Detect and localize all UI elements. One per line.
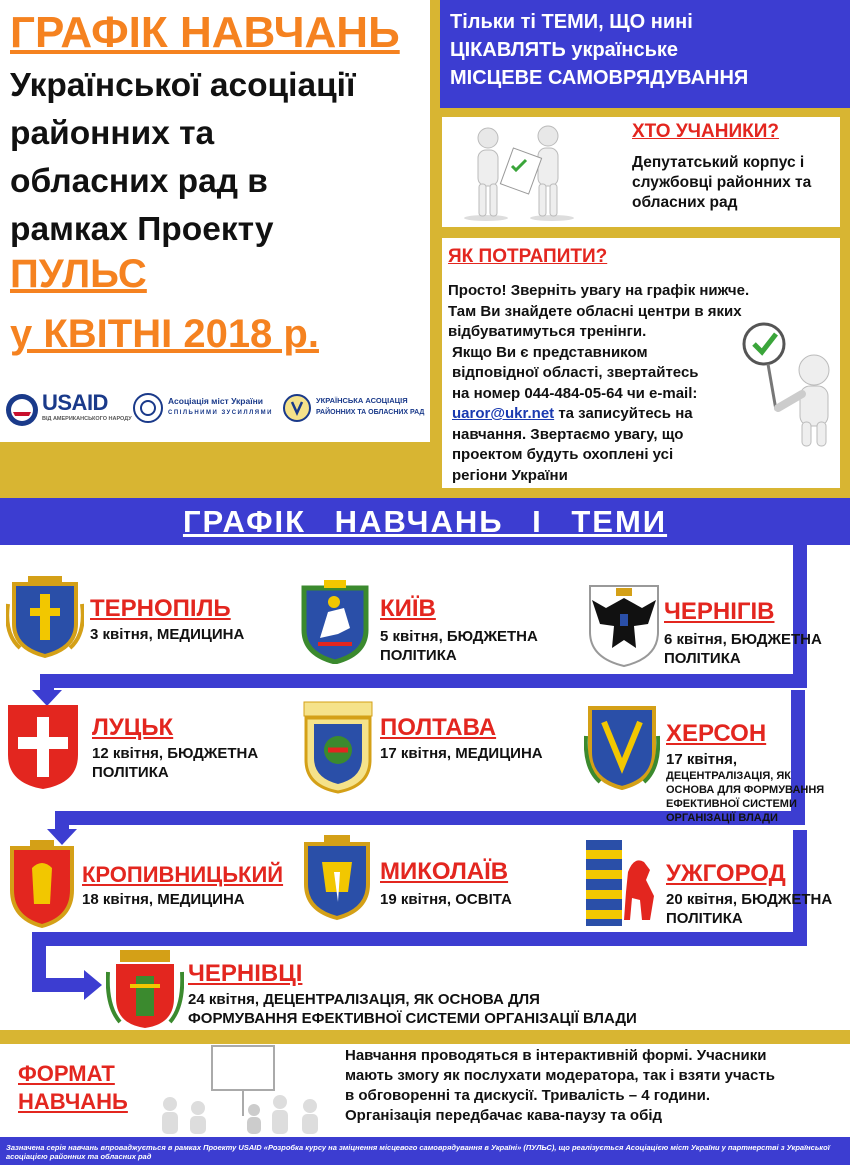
people-figures-icon [456,122,584,222]
city-info-chernivtsi [188,990,637,1028]
how-text-line: навчання. Звертаємо увагу, що [452,425,684,443]
city-info-chernihiv [664,630,822,668]
usaid-wordmark: USAID [42,390,108,415]
subtitle-line: обласних рад в [10,163,268,200]
city-info-line: ПОЛІТИКА [666,910,743,927]
format-heading [18,1060,128,1116]
city-info-line: 18 квітня, МЕДИЦИНА [82,891,245,908]
subtitle-line: районних та [10,115,215,152]
city-name-kherson: ХЕРСОН [666,720,767,747]
city-info-line: ПОЛІТИКА [380,647,457,664]
how-heading: ЯК ПОТРАПИТИ? [448,246,608,267]
uzhhorod-crest-icon [584,836,662,928]
format-heading-line: ФОРМАТ [18,1061,115,1086]
format-text-line: Організація передбачає кава-паузу та обід [345,1107,663,1124]
uaror-logo [282,392,428,428]
format-text-line: Навчання проводяться в інтерактивній формі. Учасники [345,1047,767,1064]
city-name-kyiv: КИЇВ [380,595,436,622]
title-line: ГРАФІК НАВЧАНЬ [10,8,400,57]
uaror-emblem-icon [282,393,312,423]
schedule-title: ГРАФІК НАВЧАНЬ І ТЕМИ [182,504,668,539]
city-info-ternopil [90,625,244,644]
amu-tagline: СПІЛЬНИМИ ЗУСИЛЛЯМИ [168,410,273,416]
city-info-line: 17 квітня, [666,751,738,768]
city-info-line: ОСНОВА ДЛЯ ФОРМУВАННЯ [666,784,825,796]
arrow-right-icon [84,970,102,1000]
city-name-ternopil: ТЕРНОПІЛЬ [90,595,231,622]
how-text-line: Там Ви знайдете обласні центри в яких [448,302,742,320]
city-info-line: 24 квітня, ДЕЦЕНТРАЛІЗАЦІЯ, ЯК ОСНОВА ДЛЯ [188,991,540,1008]
chernihiv-crest-icon [584,578,664,668]
city-info-uzhhorod [666,890,832,928]
who-heading: ХТО УЧАНИКИ? [632,121,779,142]
city-name-chernivtsi: ЧЕРНІВЦІ [188,960,303,987]
format-text-line: мають змогу як послухати модератора, так і взяти участь [345,1067,775,1084]
amu-emblem-icon [132,392,164,424]
city-info-line: 19 квітня, ОСВІТА [380,891,512,908]
how-text-line: та записуйтесь на [558,405,693,422]
kyiv-crest-icon [298,578,372,664]
how-text-line: регіони України [452,466,568,484]
city-name-uzhhorod: УЖГОРОД [666,860,786,887]
city-info-kherson [666,750,824,825]
kropyvnytskyi-crest-icon [6,838,78,928]
city-info-line: ЕФЕКТИВНОЇ СИСТЕМИ [666,798,797,810]
city-info-line: 3 квітня, МЕДИЦИНА [90,626,245,643]
how-text-line: Просто! Зверніть увагу на графік нижче. [448,282,750,299]
format-divider [0,1030,850,1044]
uaror-title: УКРАЇНСЬКА АСОЦІАЦІЯ [316,396,408,405]
city-info-line: 20 квітня, БЮДЖЕТНА [666,891,833,908]
poltava-crest-icon [302,700,374,794]
email-link[interactable]: uaror@ukr.net [452,405,555,422]
city-info-lutsk [92,744,258,782]
city-info-line: 5 квітня, БЮДЖЕТНА [380,628,538,645]
uaror-tagline: РАЙОННИХ ТА ОБЛАСНИХ РАД [316,409,425,416]
how-text-line: проектом будуть охоплені усі [452,446,674,463]
city-name-kropyvnytskyi: КРОПИВНИЦЬКИЙ [82,862,284,887]
usaid-logo [4,390,132,430]
path-to-chernivtsi [32,978,88,992]
chernivtsi-crest-icon [106,946,184,1030]
usaid-seal-icon [4,392,40,428]
lutsk-crest-icon [6,703,80,791]
kherson-crest-icon [584,702,660,792]
format-text-line: в обговоренні та дискусії. Тривалість – 4 години. [345,1087,710,1104]
who-text-line: обласних рад [632,194,738,211]
header-title [10,8,400,58]
city-name-lutsk: ЛУЦЬК [92,714,174,741]
city-info-mykolaiv [380,890,512,909]
city-info-line: ПОЛІТИКА [664,650,741,667]
presentation-group-icon [150,1044,340,1136]
path-row-3 [32,932,807,946]
subtitle-line: рамках Проекту [10,211,274,248]
city-info-kropyvnytskyi [82,890,245,909]
footer-note: Зазначена серія навчань впроваджується в рамках Проекту USAID «Розробка курсу на зміцнення місцевого самоврядування в Україні» (ПУЛЬС), що реалізується Асоціацією міст України у партнерстві з Української асоціацією районних та обласних рад [0,1137,850,1165]
path-row-1 [40,674,807,688]
city-name-poltava: ПОЛТАВА [380,714,497,741]
banner-line: ЦІКАВЛЯТЬ українське [450,39,679,61]
date-line: у КВІТНІ 2018 р. [10,312,319,356]
who-text [632,153,811,213]
how-text-line: Якщо Ви є представником [452,343,648,361]
topics-banner [440,0,850,108]
city-name-mykolaiv: МИКОЛАЇВ [380,858,509,885]
city-info-line: ФОРМУВАННЯ ЕФЕКТИВНОЇ СИСТЕМИ ОРГАНІЗАЦІЇ ВЛАДИ [188,1010,637,1027]
who-text-line: службовці районних та [632,174,812,191]
city-info-poltava [380,744,543,763]
header-subtitle [10,62,355,254]
ternopil-crest-icon [6,574,84,658]
checkmark-person-icon [742,318,842,448]
usaid-tagline: ВІД АМЕРИКАНСЬКОГО НАРОДУ [42,416,132,422]
how-text-line: відповідної області, звертайтесь [452,364,699,381]
how-text-line: на номер 044-484-05-64 чи e-mail: [452,384,698,402]
format-heading-line: НАВЧАНЬ [18,1089,128,1114]
project-name: ПУЛЬС [10,252,147,296]
banner-line: Тільки ті ТЕМИ, ЩО нині [450,11,693,33]
format-text [345,1046,775,1126]
who-text-line: Депутатський корпус і [632,154,805,171]
how-email-line [452,404,749,425]
city-info-kyiv [380,627,538,665]
mykolaiv-crest-icon [298,832,376,922]
city-info-line: 12 квітня, БЮДЖЕТНА [92,745,259,762]
how-text [448,281,749,486]
subtitle-line: Української асоціації [10,67,356,104]
city-info-line: 17 квітня, МЕДИЦИНА [380,745,543,762]
amu-logo [132,392,278,428]
city-info-line: ОРГАНІЗАЦІЇ ВЛАДИ [666,812,778,824]
city-info-line: ПОЛІТИКА [92,764,169,781]
gold-band-left [0,442,442,498]
city-info-line: 6 квітня, БЮДЖЕТНА [664,631,822,648]
city-info-line: ДЕЦЕНТРАЛІЗАЦІЯ, ЯК [666,770,791,782]
amu-title: Асоціація міст України [168,396,263,406]
city-name-chernihiv: ЧЕРНІГІВ [664,598,775,625]
banner-line: МІСЦЕВЕ САМОВРЯДУВАННЯ [450,67,749,89]
how-text-line: відбуватимуться тренінги. [448,323,647,340]
